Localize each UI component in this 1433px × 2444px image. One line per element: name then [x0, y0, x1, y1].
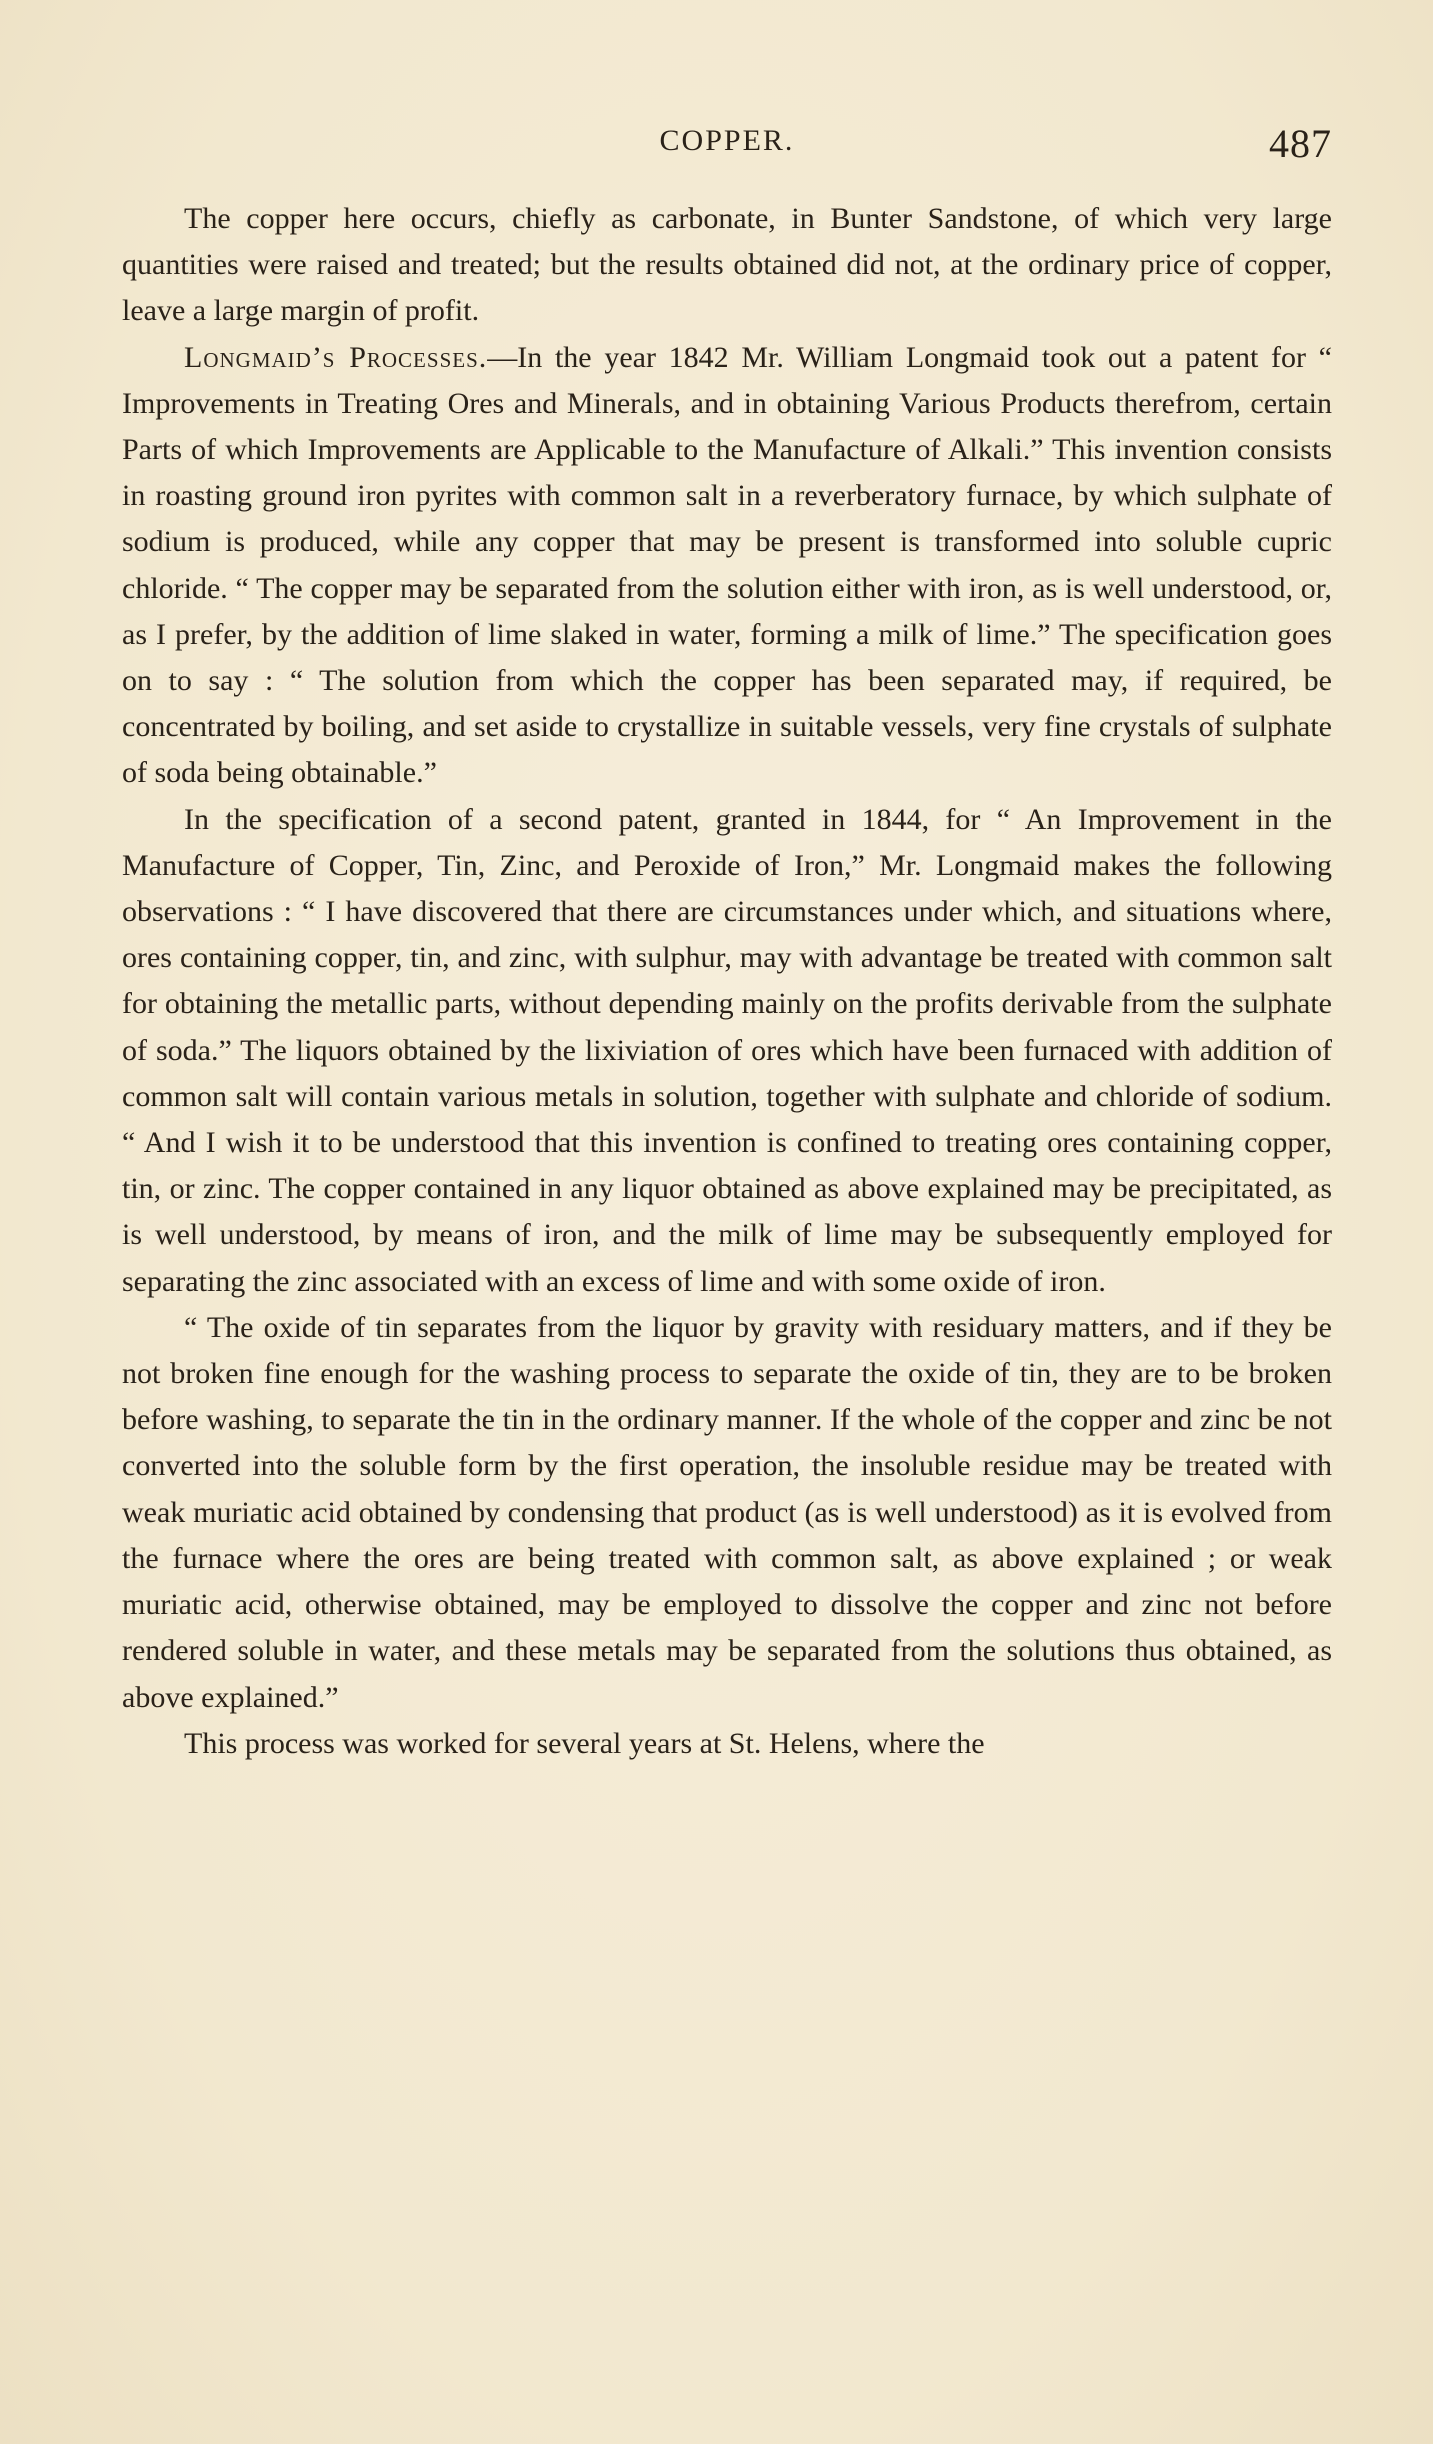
paragraph-4: [122, 1305, 1332, 1721]
paragraph-5-text: This process was worked for several years at St. Helens, where the: [184, 1726, 985, 1760]
paragraph-5: [122, 1721, 1332, 1767]
paragraph-2-text: —In the year 1842 Mr. William Longmaid took out a patent for “ Improvements in Treating Ores and Minerals, and in obtaining Various Products therefrom, certain Parts of which Improvements are Applicable to the Manufacture of Alkali.” This invention consists in roasting ground iron pyrites with common salt in a reverberatory furnace, by which sulphate of sodium is produced, while any copper that may be present is transformed into soluble cupric chloride. “ The copper may be separated from the solution either with iron, as is well understood, or, as I prefer, by the addition of lime slaked in water, forming a milk of lime.” The specification goes on to say : “ The solution from which the copper has been separated may, if required, be concentrated by boiling, and set aside to crystallize in suitable vessels, very fine crystals of sulphate of soda being obtainable.”: [122, 340, 1333, 790]
paragraph-4-text: “ The oxide of tin separates from the liquor by gravity with residuary matters, and if they be not broken fine enough for the washing process to separate the oxide of tin, they are to be broken before washing, to separate the tin in the ordinary manner. If the whole of the copper and zinc be not converted into the soluble form by the first operation, the insoluble residue may be treated with weak muriatic acid obtained by condensing that product (as is well understood) as it is evolved from the furnace where the ores are being treated with common salt, as above explained ; or weak muriatic acid, otherwise obtained, may be employed to dissolve the copper and zinc not before rendered soluble in water, and these metals may be separated from the solutions thus obtained, as above explained.”: [122, 1310, 1332, 1714]
paragraph-1: [122, 196, 1332, 335]
page-number: 487: [1269, 121, 1332, 166]
running-title: COPPER.: [659, 124, 795, 157]
paragraph-2: [122, 335, 1332, 797]
page-header: [122, 121, 1332, 168]
paragraph-3: [122, 797, 1332, 1305]
body-text: [122, 196, 1332, 1767]
section-heading-longmaid: Longmaid’s Processes.: [184, 340, 488, 374]
paragraph-1-text: The copper here occurs, chiefly as carbonate, in Bunter Sandstone, of which very large quantities were raised and treated; but the results obtained did not, at the ordinary price of copper, leave a large margin of profit.: [122, 202, 1332, 328]
paragraph-3-text: In the specification of a second patent, granted in 1844, for “ An Improvement in the Manufacture of Copper, Tin, Zinc, and Peroxide of Iron,” Mr. Longmaid makes the following observations : “ I have discovered that there are circumstances under which, and situations where, ores containing copper, tin, and zinc, with sulphur, may with advantage be treated with common salt for obtaining the metallic parts, without depending mainly on the profits derivable from the sulphate of soda.” The liquors obtained by the lixiviation of ores which have been furnaced with addition of common salt will contain various metals in solution, together with sulphate and chloride of sodium. “ And I wish it to be understood that this invention is confined to treating ores containing copper, tin, or zinc. The copper contained in any liquor obtained as above explained may be precipitated, as is well understood, by means of iron, and the milk of lime may be subsequently employed for separating the zinc associated with an excess of lime and with some oxide of iron.: [122, 802, 1332, 1298]
